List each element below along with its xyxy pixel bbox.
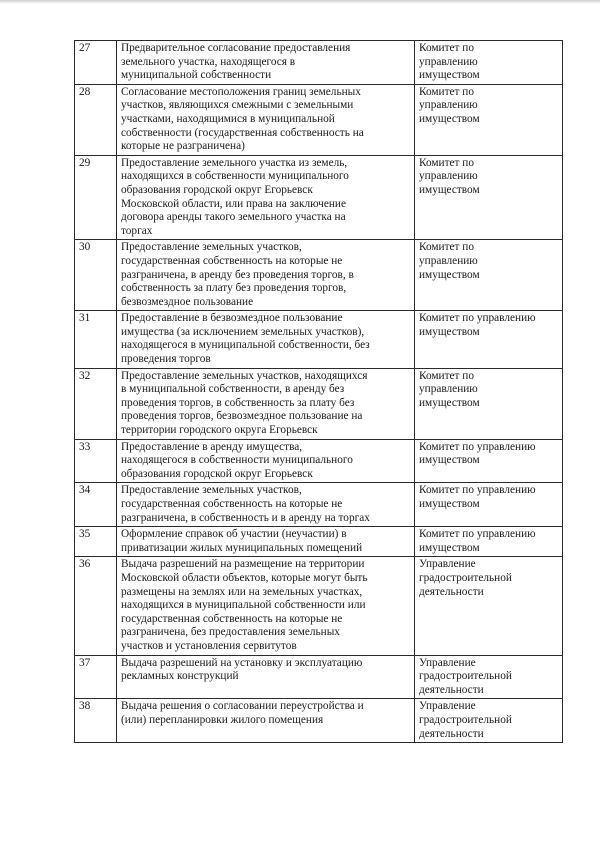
row-number: 33: [75, 439, 117, 483]
row-number: 30: [75, 240, 117, 311]
responsible-department: [415, 699, 563, 743]
service-name-line: Выдача разрешений на размещение на территории: [121, 558, 365, 571]
service-name-line: земельного участка, находящегося в: [121, 55, 296, 68]
responsible-department: [415, 41, 563, 85]
table-row: [75, 155, 563, 240]
service-name-line: разграничена, в собственность и в аренду на торгах: [121, 511, 370, 524]
service-name-line: государственная собственность на которые не: [121, 498, 343, 510]
table-row: [75, 557, 563, 655]
department-line: Комитет по: [419, 156, 475, 169]
service-name-line: Предоставление земельного участка из земель,: [121, 156, 348, 169]
services-table: [74, 40, 563, 743]
service-name-line: государственная собственность на которые не: [121, 612, 343, 625]
service-name: [117, 439, 415, 483]
table-row: [75, 439, 563, 483]
department-line: имуществом: [419, 183, 480, 196]
service-name-line: государственная собственность на которые не: [121, 254, 343, 267]
service-name-line: муниципальной собственности: [121, 69, 272, 82]
service-name-line: торгах: [121, 224, 153, 237]
department-line: управлению: [419, 383, 478, 396]
service-name-line: Предоставление в безвозмездное пользование: [121, 312, 343, 325]
department-line: деятельности: [419, 585, 484, 598]
table-row: [75, 240, 563, 311]
service-name-line: участков и установления сервитутов: [121, 639, 297, 652]
service-name-line: Московской области объектов, которые могут быть: [121, 571, 368, 584]
department-line: Комитет по управлению: [419, 484, 536, 497]
department-line: деятельности: [419, 727, 484, 740]
service-name-line: разграничена, без предоставления земельных: [121, 626, 340, 639]
service-name-line: проведения торгов, безвозмездное пользование на: [121, 410, 363, 423]
service-name-line: Согласование местоположения границ земельных: [121, 85, 361, 98]
service-name: [117, 84, 415, 155]
department-line: Комитет по: [419, 85, 475, 98]
service-name-line: рекламных конструкций: [121, 670, 239, 683]
service-name-line: Предоставление земельных участков,: [121, 241, 302, 254]
service-name-line: образования городской округ Егорьевск: [121, 467, 313, 480]
service-name-line: Выдача разрешений на установку и эксплуатацию: [121, 656, 363, 669]
row-number: 31: [75, 311, 117, 368]
table-row: [75, 368, 563, 439]
service-name-line: собственность за плату без проведения торгов,: [121, 282, 347, 295]
service-name-line: приватизации жилых муниципальных помещений: [121, 541, 363, 554]
department-line: градостроительной: [419, 670, 512, 683]
service-name: [117, 155, 415, 240]
department-line: деятельности: [419, 683, 484, 696]
table-row: [75, 655, 563, 699]
row-number: 37: [75, 655, 117, 699]
department-line: имуществом: [419, 454, 480, 467]
table-row: [75, 311, 563, 368]
service-name: [117, 483, 415, 527]
department-line: Комитет по: [419, 369, 475, 382]
department-line: управлению: [419, 170, 478, 183]
department-line: Комитет по: [419, 241, 475, 254]
department-line: имуществом: [419, 112, 480, 125]
service-name-line: территории городского округа Егорьевск: [121, 424, 318, 437]
row-number: 27: [75, 41, 117, 85]
department-line: Управление: [419, 656, 476, 669]
service-name-line: находящихся в собственности муниципального: [121, 170, 349, 183]
service-name-line: проведения торгов: [121, 353, 211, 366]
service-name-line: находящегося в собственности муниципального: [121, 454, 353, 467]
responsible-department: [415, 155, 563, 240]
service-name-line: Выдача решения о согласовании переустройства и: [121, 700, 364, 713]
service-name: [117, 368, 415, 439]
department-line: Управление: [419, 558, 476, 571]
responsible-department: [415, 439, 563, 483]
table-row: [75, 41, 563, 85]
service-name-line: проведения торгов, в собственность за плату без: [121, 396, 355, 409]
table-row: [75, 483, 563, 527]
service-name-line: участков, являющихся смежными с земельными: [121, 99, 354, 112]
service-name: [117, 527, 415, 557]
department-line: имуществом: [419, 396, 480, 409]
service-name-line: имущества (за исключением земельных участков),: [121, 325, 365, 338]
responsible-department: [415, 527, 563, 557]
service-name: [117, 699, 415, 743]
service-name-line: находящегося в муниципальной собственности, без: [121, 339, 370, 352]
service-name-line: участками, находящимися в муниципальной: [121, 112, 335, 125]
responsible-department: [415, 84, 563, 155]
service-name-line: безвозмездное пользование: [121, 295, 254, 308]
service-name-line: Предварительное согласование предоставления: [121, 42, 351, 54]
service-name-line: которые не разграничена): [121, 140, 245, 153]
service-name: [117, 41, 415, 85]
department-line: управлению: [419, 99, 478, 112]
department-line: Комитет по управлению: [419, 528, 536, 541]
department-line: имуществом: [419, 498, 480, 510]
service-name-line: размещены на землях или на земельных участках,: [121, 585, 363, 598]
scan-top-edge: [0, 0, 600, 4]
service-name-line: Предоставление земельных участков,: [121, 484, 302, 497]
services-table-body: [75, 41, 563, 743]
row-number: 38: [75, 699, 117, 743]
service-name-line: в муниципальной собственности, в аренду без: [121, 383, 345, 396]
service-name-line: Московской области, или права на заключение: [121, 197, 346, 210]
service-name: [117, 311, 415, 368]
service-name-line: Предоставление в аренду имущества,: [121, 440, 303, 453]
department-line: Комитет по: [419, 42, 475, 54]
department-line: имуществом: [419, 541, 480, 554]
row-number: 34: [75, 483, 117, 527]
responsible-department: [415, 311, 563, 368]
row-number: 28: [75, 84, 117, 155]
service-name: [117, 240, 415, 311]
row-number: 32: [75, 368, 117, 439]
department-line: Комитет по управлению: [419, 312, 536, 325]
responsible-department: [415, 483, 563, 527]
responsible-department: [415, 655, 563, 699]
service-name-line: (или) перепланировки жилого помещения: [121, 713, 324, 726]
department-line: управлению: [419, 254, 478, 267]
department-line: имуществом: [419, 268, 480, 281]
responsible-department: [415, 368, 563, 439]
service-name-line: разграничена, в аренду без проведения торгов, в: [121, 268, 354, 281]
table-row: [75, 84, 563, 155]
department-line: градостроительной: [419, 713, 512, 726]
service-name-line: Предоставление земельных участков, находящихся: [121, 369, 368, 382]
department-line: имуществом: [419, 325, 480, 338]
service-name: [117, 655, 415, 699]
service-name-line: Оформление справок об участии (неучастии) в: [121, 528, 347, 541]
responsible-department: [415, 240, 563, 311]
table-row: [75, 527, 563, 557]
service-name-line: образования городской округ Егорьевск: [121, 183, 313, 196]
service-name-line: находящихся в муниципальной собственности или: [121, 599, 366, 612]
department-line: Управление: [419, 700, 476, 713]
table-row: [75, 699, 563, 743]
service-name-line: договора аренды такого земельного участка на: [121, 211, 346, 224]
department-line: Комитет по управлению: [419, 440, 536, 453]
department-line: градостроительной: [419, 571, 512, 584]
responsible-department: [415, 557, 563, 655]
row-number: 35: [75, 527, 117, 557]
department-line: имуществом: [419, 69, 480, 82]
service-name: [117, 557, 415, 655]
service-name-line: собственности (государственная собственность на: [121, 126, 364, 139]
department-line: управлению: [419, 55, 478, 68]
row-number: 36: [75, 557, 117, 655]
row-number: 29: [75, 155, 117, 240]
